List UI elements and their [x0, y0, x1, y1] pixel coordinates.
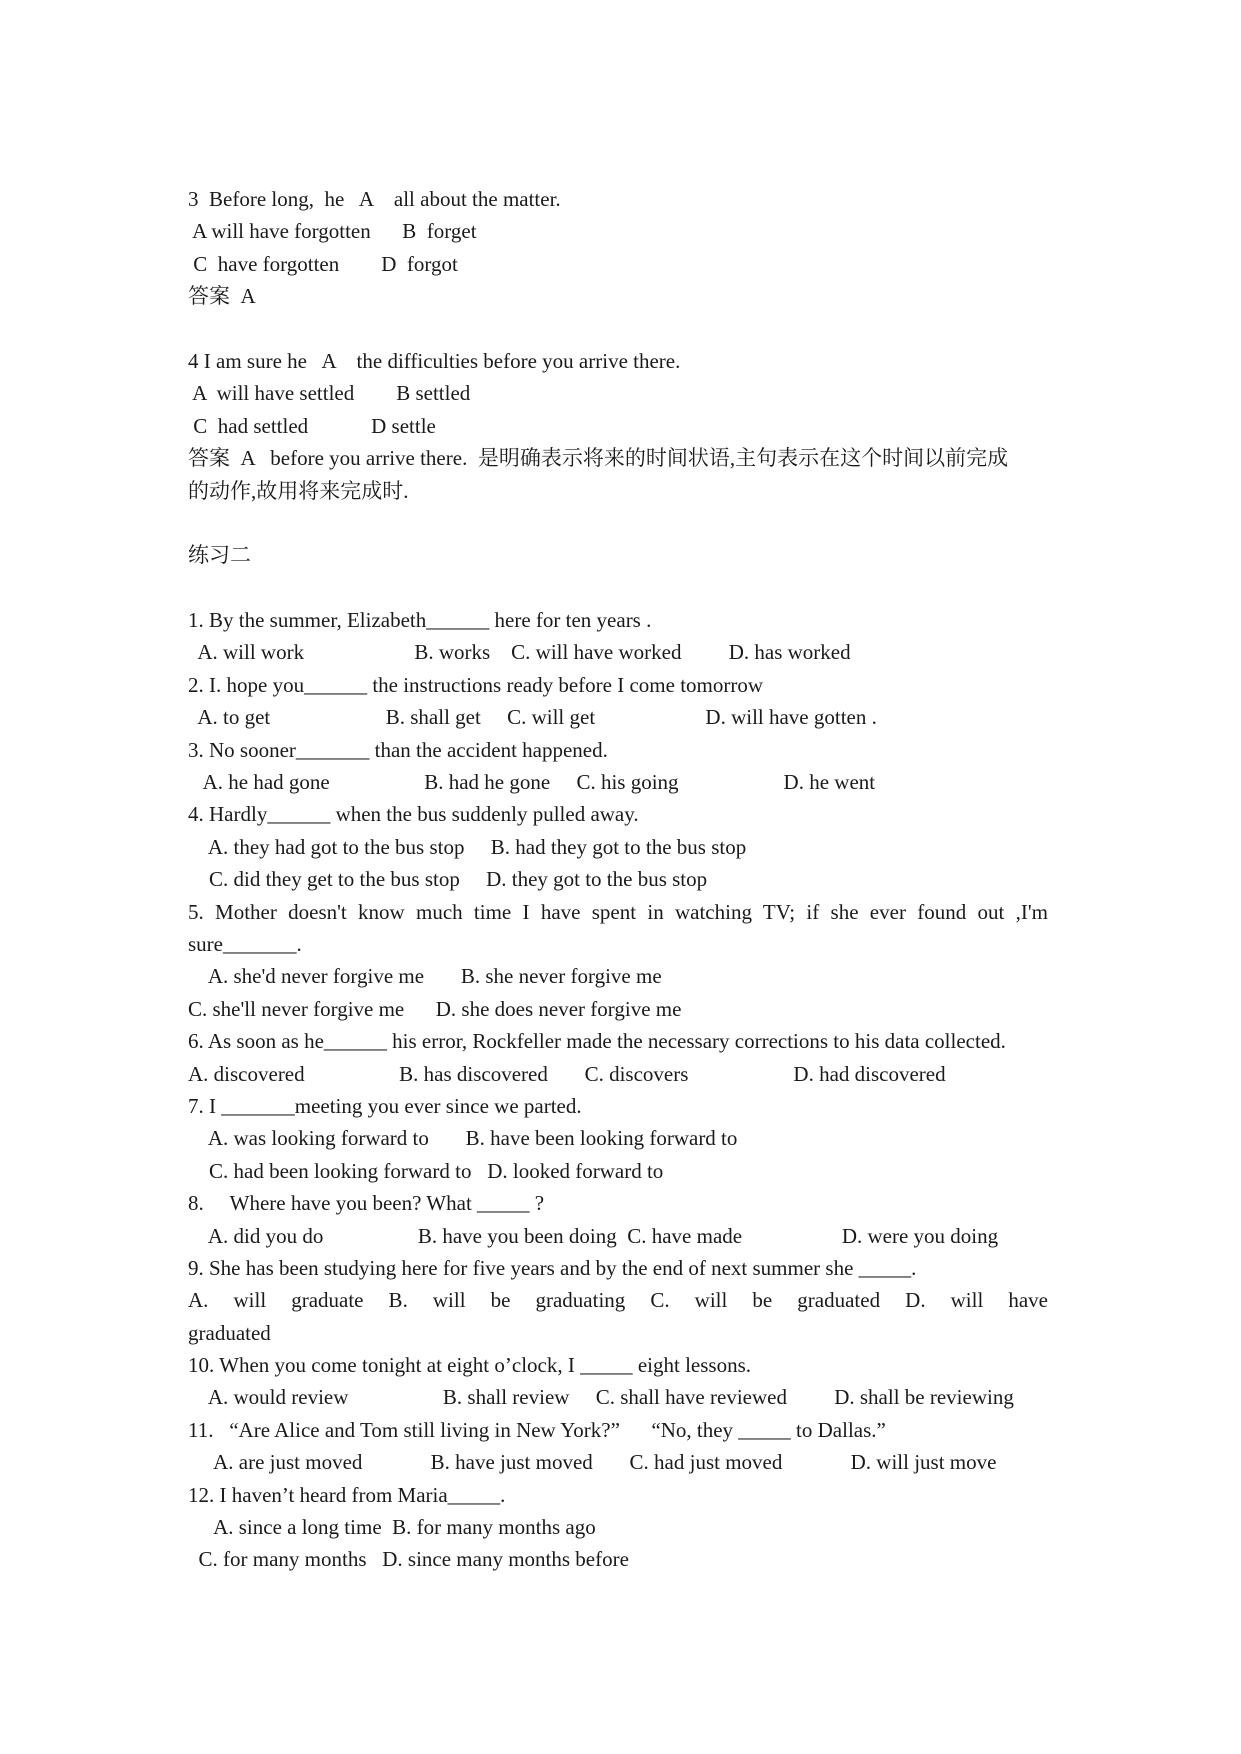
- ex2-q6-options: A. discovered B. has discovered C. discovers D. had discovered: [188, 1061, 946, 1086]
- ex2-q7-options-cd: C. had been looking forward to D. looked forward to: [188, 1158, 664, 1183]
- ex2-q1-options: A. will work B. works C. will have worked D. has worked: [188, 640, 851, 665]
- section-title: 练习二: [188, 543, 251, 568]
- ex2-q4-stem: 4. Hardly______ when the bus suddenly pulled away.: [188, 802, 639, 827]
- q4-options-ab: A will have settled B settled: [188, 381, 471, 406]
- ex2-q4-options-ab: A. they had got to the bus stop B. had they got to the bus stop: [188, 834, 747, 859]
- q4-stem: 4 I am sure he A the difficulties before you arrive there.: [188, 348, 681, 373]
- q4-answer-line1: 答案 A before you arrive there. 是明确表示将来的时间状语,主句表示在这个时间以前完成: [188, 446, 1009, 471]
- ex2-q5-options-cd: C. she'll never forgive me D. she does never forgive me: [188, 996, 682, 1021]
- ex2-q11-options: A. are just moved B. have just moved C. had just moved D. will just move: [188, 1450, 997, 1475]
- q3-options-cd: C have forgotten D forgot: [188, 251, 458, 276]
- ex2-q12-stem: 12. I haven’t heard from Maria_____.: [188, 1482, 506, 1507]
- q3-options-ab: A will have forgotten B forget: [188, 219, 477, 244]
- q3-stem: 3 Before long, he A all about the matter.: [188, 187, 561, 211]
- ex2-q10-stem: 10. When you come tonight at eight o’clock, I _____ eight lessons.: [188, 1353, 752, 1378]
- ex2-q11-stem: 11. “Are Alice and Tom still living in New York?” “No, they _____ to Dallas.”: [188, 1417, 886, 1442]
- ex2-q3-stem: 3. No sooner_______ than the accident happened.: [188, 737, 608, 762]
- ex2-q3-options: A. he had gone B. had he gone C. his going D. he went: [188, 770, 876, 795]
- ex2-q7-stem: 7. I _______meeting you ever since we parted.: [188, 1093, 582, 1118]
- q4-answer-line2: 的动作,故用将来完成时.: [188, 478, 409, 503]
- ex2-q2-stem: 2. I. hope you______ the instructions ready before I come tomorrow: [188, 672, 764, 697]
- spacer: [188, 313, 1048, 345]
- ex2-q8-stem: 8. Where have you been? What _____ ?: [188, 1191, 545, 1216]
- ex2-q5-stem-line1: 5. Mother doesn't know much time I have spent in watching TV; if she ever found out ,I'm: [188, 899, 1048, 924]
- ex2-q5-options-ab: A. she'd never forgive me B. she never forgive me: [188, 964, 662, 989]
- ex2-q2-options: A. to get B. shall get C. will get D. will have gotten .: [188, 705, 877, 730]
- ex2-q5-stem-line2: sure_______.: [188, 931, 302, 956]
- ex2-q9-stem: 9. She has been studying here for five years and by the end of next summer she _____.: [188, 1255, 917, 1280]
- spacer: [188, 572, 1048, 604]
- ex2-q1-stem: 1. By the summer, Elizabeth______ here for ten years .: [188, 608, 652, 633]
- ex2-q9-options-line1: A. will graduate B. will be graduating C. will be graduated D. will have: [188, 1288, 1048, 1313]
- ex2-q12-options-cd: C. for many months D. since many months before: [188, 1547, 629, 1572]
- ex2-q6-stem: 6. As soon as he______ his error, Rockfeller made the necessary corrections to his data collected.: [188, 1029, 1006, 1054]
- ex2-q8-options: A. did you do B. have you been doing C. have made D. were you doing: [188, 1223, 999, 1248]
- q3-answer: 答案 A: [188, 284, 256, 309]
- ex2-q12-options-ab: A. since a long time B. for many months ago: [188, 1515, 596, 1540]
- q4-options-cd: C had settled D settle: [188, 413, 436, 438]
- document-page: [188, 183, 1048, 1576]
- ex2-q4-options-cd: C. did they get to the bus stop D. they got to the bus stop: [188, 867, 708, 892]
- ex2-q9-options-line2: graduated: [188, 1320, 271, 1345]
- spacer: [188, 507, 1048, 539]
- ex2-q7-options-ab: A. was looking forward to B. have been looking forward to: [188, 1126, 738, 1151]
- ex2-q10-options: A. would review B. shall review C. shall have reviewed D. shall be reviewing: [188, 1385, 1014, 1410]
